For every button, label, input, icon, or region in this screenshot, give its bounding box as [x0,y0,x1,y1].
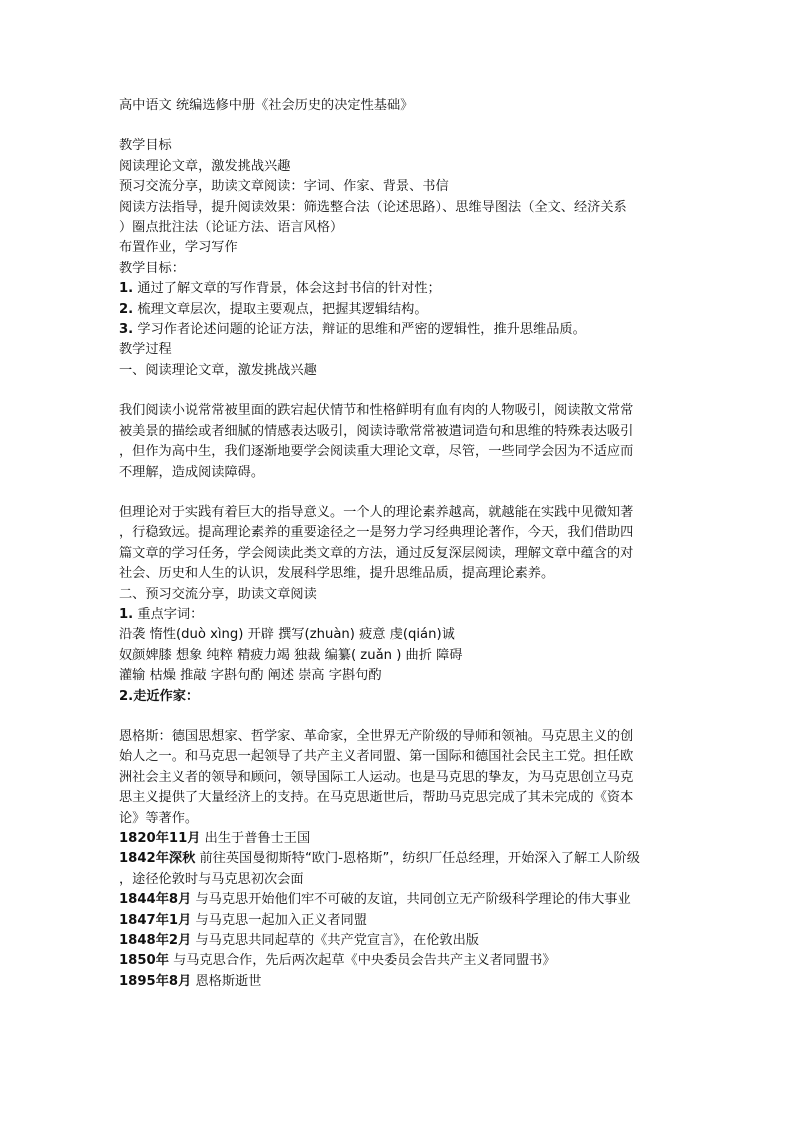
timeline-row [119,911,679,931]
para2-line: 篇文章的学习任务，学会阅读此类文章的方法，通过反复深层阅读，理解文章中蕴含的对 [119,545,634,561]
item-number: 2. [119,688,134,704]
words-line: 沿袭 惰性(duò xìng) 开辟 撰写(zhuàn) 疲意 虔(qián)诚 [119,627,455,643]
goal-item: 阅读方法指导，提升阅读效果：筛选整合法（论述思路）、思维导图法（全文、经济关系 [119,199,627,215]
section1-heading: 一、阅读理论文章，激发挑战兴趣 [119,362,317,378]
timeline-text: 恩格斯逝世 [191,973,262,989]
timeline-text: 与马克思一起加入正义者同盟 [191,912,367,928]
timeline-row [119,870,679,890]
goal-item: 阅读理论文章，激发挑战兴趣 [119,158,291,174]
goals2-item [119,279,679,299]
timeline-row [119,829,679,849]
goal-item: 预习交流分享，助读文章阅读：字词、作家、背景、书信 [119,179,449,195]
engels-line: 论》等著作。 [119,810,199,826]
spacer [119,116,679,136]
timeline-row [119,849,679,869]
timeline-year: 1820年11月 [119,831,201,846]
timeline-text: 前往英国曼彻斯特“欧门-恩格斯”，纺织厂任总经理，开始深入了解工人阶级 [195,851,640,867]
para1-line: ，但作为高中生，我们逐渐地要学会阅读重大理论文章，尽管，一些同学会因为不适应而 [119,444,634,460]
section2-heading: 二、预习交流分享，助读文章阅读 [119,586,317,602]
item-number: 1. [119,281,134,297]
item-number: 3. [119,322,134,338]
author-heading [119,687,679,707]
para1-line: 我们阅读小说常常被里面的跌宕起伏情节和性格鲜明有血有肉的人物吸引，阅读散文常常 [119,403,634,419]
timeline-year: 1895年8月 [119,973,192,989]
timeline-year: 1844年8月 [119,892,192,908]
goal-item: 布置作业，学习写作 [119,240,238,256]
item-number: 1. [119,606,134,622]
para1-line: 被美景的描绘或者细腻的情感表达吸引，阅读诗歌常常被遣词造句和思维的特殊表达吸引 [119,423,634,439]
timeline-text: 与马克思合作，先后两次起草《中央委员会告共产主义者同盟书》 [168,953,556,969]
goals2-item [119,300,679,320]
para2-line: 但理论对于实践有着巨大的指导意义。一个人的理论素养越高，就越能在实践中见微知著 [119,504,634,520]
engels-line: 思主义提供了大量经济上的支持。在马克思逝世后，帮助马克思完成了其未完成的《资本 [119,790,634,806]
goals2-heading: 教学目标： [119,260,185,276]
timeline-row [119,951,679,971]
item-text: 走近作家： [133,688,200,704]
spacer [119,707,679,727]
goals-heading: 教学目标 [119,138,172,154]
spacer [119,381,679,401]
document-page [119,96,679,992]
timeline-row [119,931,679,951]
timeline-year: 1850年 [119,953,169,969]
goals2-item [119,320,679,340]
para2-line: 社会、历史和人生的认识，发展科学思维，提升思维品质，提高理论素养。 [119,566,555,582]
item-text: 梳理文章层次，提取主要观点，把握其逻辑结构。 [133,301,428,317]
words-heading [119,605,679,625]
item-text: 重点字词： [133,606,204,622]
timeline-year: 1848年2月 [119,933,192,949]
engels-line: 恩格斯：德国思想家、哲学家、革命家，全世界无产阶级的导师和领袖。马克思主义的创 [119,728,634,744]
para2-line: ，行稳致远。提高理论素养的重要途径之一是努力学习经典理论著作，今天，我们借助四 [119,525,634,541]
item-text: 通过了解文章的写作背景，体会这封书信的针对性； [133,281,441,297]
item-number: 2. [119,301,134,317]
document-title: 高中语文 统编选修中册《社会历史的决定性基础》 [119,98,414,113]
words-line: 奴颜婢膝 想象 纯粹 精疲力竭 独裁 编纂( zuǎn ) 曲折 障碍 [119,647,463,663]
timeline-row [119,972,679,992]
timeline-text: 与马克思共同起草的《共产党宣言》，在伦敦出版 [191,933,479,949]
item-text: 学习作者论述问题的论证方法，辩证的思维和严密的逻辑性，推升思维品质。 [133,322,586,338]
timeline-text: 与马克思开始他们牢不可破的友谊，共同创立无产阶级科学理论的伟大事业 [191,892,631,908]
para1-line: 不理解，造成阅读障碍。 [119,464,265,480]
timeline-year: 1842年深秋 [119,851,196,867]
engels-line: 洲社会主义者的领导和顾问，领导国际工人运动。也是马克思的挚友，为马克思创立马克 [119,769,634,785]
process-heading: 教学过程 [119,342,172,358]
timeline-text: 出生于普鲁士王国 [200,831,311,846]
timeline-row [119,890,679,910]
words-line: 灌输 枯燥 推敲 字斟句酌 阐述 崇高 字斟句酌 [119,668,382,684]
timeline-year: 1847年1月 [119,912,192,928]
timeline-text: ，途径伦敦时与马克思初次会面 [119,871,304,887]
goal-item: ）圈点批注法（论证方法、语言风格） [119,220,344,236]
spacer [119,483,679,503]
engels-line: 始人之一。和马克思一起领导了共产主义者同盟、第一国际和德国社会民主工党。担任欧 [119,749,634,765]
